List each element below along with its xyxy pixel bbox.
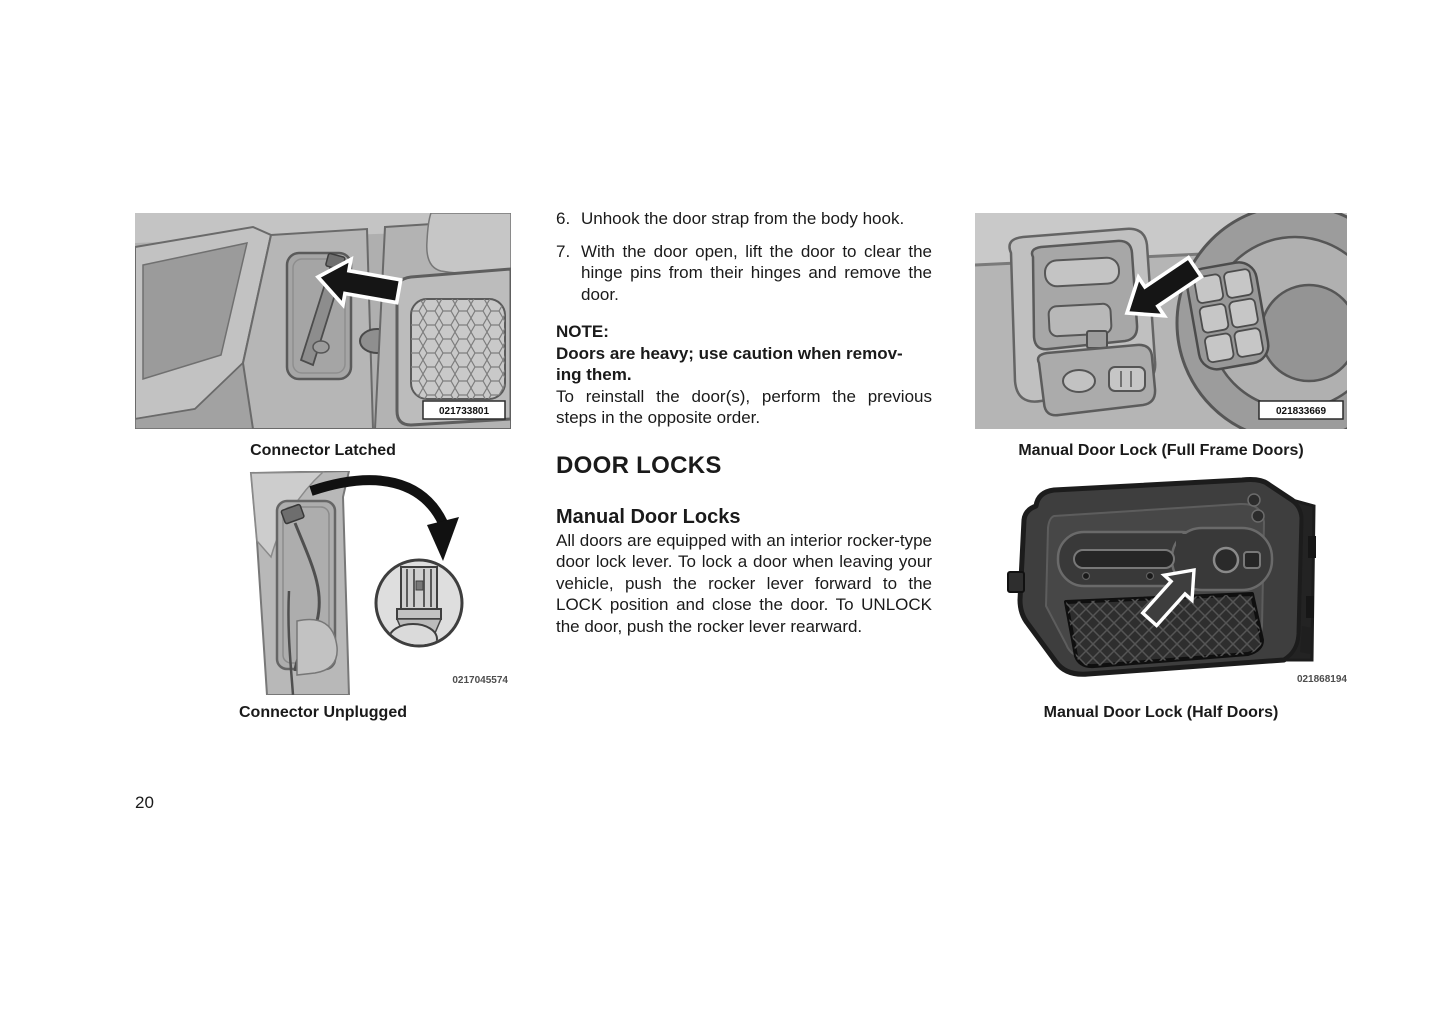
note-bold-line-2: ing them. [556, 365, 632, 384]
step-number: 6. [556, 209, 571, 228]
door-lock-lever [1087, 331, 1107, 348]
connector-latched-illustration [135, 213, 511, 429]
caption-half-door-lock: Manual Door Lock (Half Doors) [1043, 704, 1279, 721]
step-number: 7. [556, 241, 571, 261]
image-id: 021733801 [438, 406, 490, 417]
connector-detail-circle [376, 560, 462, 654]
image-id-badge [1259, 401, 1343, 419]
image-id: 021833669 [1275, 406, 1327, 417]
door-mesh-pocket [375, 213, 511, 429]
step-text: With the door open, lift the door to clear the hinge pins from their hinges and remove the door. [581, 241, 932, 304]
section-heading: DOOR LOCKS [556, 451, 722, 479]
door-lock-lever [1214, 548, 1238, 572]
connector-unplugged-illustration [237, 471, 510, 695]
figure-connector-unplugged [237, 471, 510, 695]
note-block [556, 321, 932, 429]
armrest-handle [1058, 528, 1272, 590]
caption-full-frame-lock: Manual Door Lock (Full Frame Doors) [1018, 442, 1304, 459]
step-text: Unhook the door strap from the body hook. [581, 209, 905, 228]
image-id-badge [423, 401, 505, 419]
figure-half-door-lock [1002, 476, 1352, 688]
note-label: NOTE: [556, 322, 609, 341]
page-number: 20 [135, 793, 154, 812]
step-item-7 [556, 241, 932, 306]
instructions-column [556, 208, 932, 637]
full-frame-lock-illustration [975, 213, 1347, 429]
caption-connector-unplugged: Connector Unplugged [239, 704, 407, 721]
subsection-heading: Manual Door Locks [556, 505, 741, 528]
image-id: 0217045574 [452, 675, 508, 686]
caption-connector-latched: Connector Latched [250, 442, 396, 459]
note-body: To reinstall the door(s), perform the previous steps in the opposite order. [556, 386, 932, 427]
half-door-lock-illustration [1002, 476, 1352, 688]
note-bold-line-1: Doors are heavy; use caution when remov- [556, 343, 903, 363]
step-item-6 [556, 208, 932, 230]
figure-full-frame-lock [975, 213, 1347, 429]
figure-connector-latched [135, 213, 511, 429]
switch-bezel [1038, 345, 1155, 415]
body-paragraph: All doors are equipped with an interior rocker-type door lock lever. To lock a door when leaving your vehicle, push the rocker lever forward to the LOCK position and close the door. To UNLOCK the door, push the rocker lever rearward. [556, 530, 932, 636]
image-id: 021868194 [1296, 674, 1347, 685]
